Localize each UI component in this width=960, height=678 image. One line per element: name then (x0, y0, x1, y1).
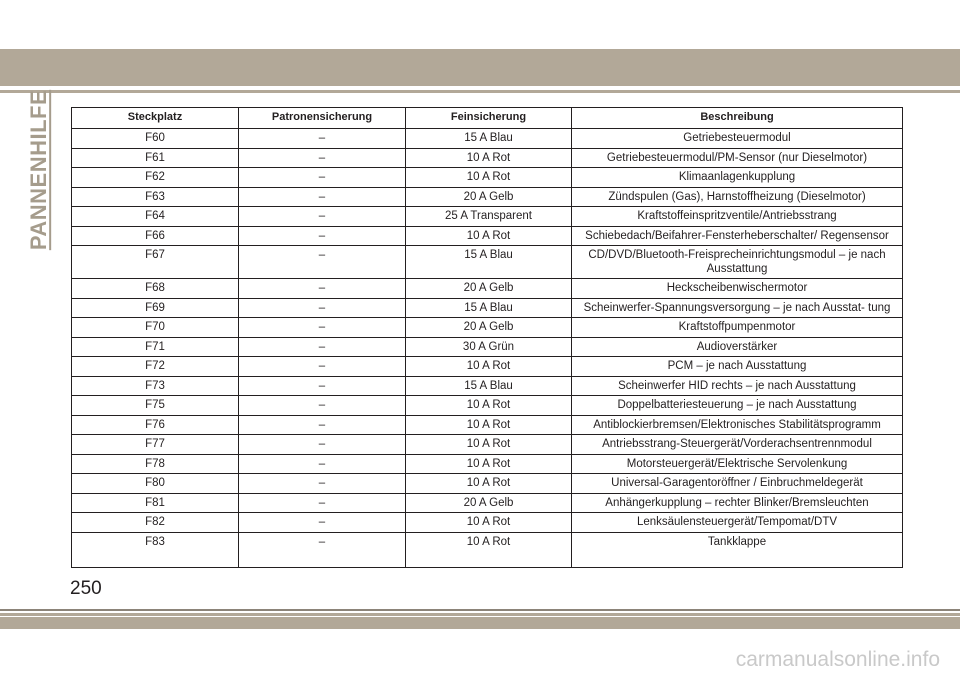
table-row (72, 279, 903, 299)
table-header-row (72, 108, 903, 129)
cell-cartridge-fuse: – (239, 279, 406, 299)
cell-mini-fuse: 10 A Rot (406, 396, 572, 416)
table-row (72, 376, 903, 396)
cell-mini-fuse: 15 A Blau (406, 376, 572, 396)
table-row (72, 129, 903, 149)
footer-rule (0, 609, 960, 611)
cell-mini-fuse: 15 A Blau (406, 298, 572, 318)
cell-slot: F72 (72, 357, 239, 377)
cell-cartridge-fuse: – (239, 435, 406, 455)
cell-description: Scheinwerfer HID rechts – je nach Ausstattung (572, 376, 903, 396)
cell-mini-fuse: 10 A Rot (406, 357, 572, 377)
cell-description: Heckscheibenwischermotor (572, 279, 903, 299)
cell-description: CD/DVD/Bluetooth-Freisprecheinrichtungsmodul – je nach Ausstattung (572, 246, 903, 279)
header-rule (0, 90, 960, 93)
cell-description: PCM – je nach Ausstattung (572, 357, 903, 377)
cell-mini-fuse: 10 A Rot (406, 454, 572, 474)
table-row (72, 318, 903, 338)
cell-slot: F66 (72, 226, 239, 246)
cell-description: Antriebsstrang-Steuergerät/Vorderachsentrennmodul (572, 435, 903, 455)
cell-slot: F71 (72, 337, 239, 357)
cell-description: Scheinwerfer-Spannungsversorgung – je nach Ausstat- tung (572, 298, 903, 318)
cell-cartridge-fuse: – (239, 337, 406, 357)
cell-cartridge-fuse: – (239, 454, 406, 474)
cell-description: Tankklappe (572, 532, 903, 567)
table-row (72, 513, 903, 533)
cell-cartridge-fuse: – (239, 376, 406, 396)
table-row (72, 246, 903, 279)
cell-description: Antiblockierbremsen/Elektronisches Stabilitätsprogramm (572, 415, 903, 435)
cell-slot: F60 (72, 129, 239, 149)
cell-cartridge-fuse: – (239, 493, 406, 513)
table-row (72, 337, 903, 357)
header-mini-fuse: Feinsicherung (406, 108, 572, 129)
cell-description: Universal-Garagentoröffner / Einbruchmeldegerät (572, 474, 903, 494)
cell-mini-fuse: 10 A Rot (406, 226, 572, 246)
cell-mini-fuse: 20 A Gelb (406, 187, 572, 207)
cell-description: Doppelbatteriesteuerung – je nach Ausstattung (572, 396, 903, 416)
header-slot: Steckplatz (72, 108, 239, 129)
footer-band (0, 617, 960, 629)
cell-slot: F62 (72, 168, 239, 188)
page-number: 250 (70, 578, 102, 599)
cell-mini-fuse: 10 A Rot (406, 168, 572, 188)
cell-mini-fuse: 10 A Rot (406, 148, 572, 168)
cell-slot: F73 (72, 376, 239, 396)
table-row (72, 168, 903, 188)
cell-cartridge-fuse: – (239, 513, 406, 533)
table-row (72, 493, 903, 513)
cell-slot: F64 (72, 207, 239, 227)
cell-mini-fuse: 15 A Blau (406, 246, 572, 279)
cell-mini-fuse: 10 A Rot (406, 415, 572, 435)
cell-mini-fuse: 10 A Rot (406, 513, 572, 533)
cell-cartridge-fuse: – (239, 298, 406, 318)
cell-description: Lenksäulensteuergerät/Tempomat/DTV (572, 513, 903, 533)
cell-description: Getriebesteuermodul/PM-Sensor (nur Dieselmotor) (572, 148, 903, 168)
section-tab (14, 89, 64, 251)
cell-slot: F82 (72, 513, 239, 533)
table-row (72, 415, 903, 435)
cell-cartridge-fuse: – (239, 129, 406, 149)
cell-mini-fuse: 10 A Rot (406, 474, 572, 494)
cell-mini-fuse: 15 A Blau (406, 129, 572, 149)
header-description: Beschreibung (572, 108, 903, 129)
cell-slot: F67 (72, 246, 239, 279)
cell-description: Audioverstärker (572, 337, 903, 357)
table-body (72, 129, 903, 568)
cell-slot: F76 (72, 415, 239, 435)
table-row (72, 298, 903, 318)
table-row (72, 187, 903, 207)
cell-cartridge-fuse: – (239, 357, 406, 377)
table-row (72, 435, 903, 455)
cell-description: Kraftstoffpumpenmotor (572, 318, 903, 338)
cell-cartridge-fuse: – (239, 532, 406, 567)
fuse-table (71, 107, 903, 568)
footer-rule-2 (0, 613, 960, 616)
cell-cartridge-fuse: – (239, 187, 406, 207)
cell-mini-fuse: 30 A Grün (406, 337, 572, 357)
table-row (72, 532, 903, 567)
cell-cartridge-fuse: – (239, 207, 406, 227)
cell-cartridge-fuse: – (239, 226, 406, 246)
cell-slot: F69 (72, 298, 239, 318)
cell-slot: F83 (72, 532, 239, 567)
cell-slot: F61 (72, 148, 239, 168)
cell-slot: F63 (72, 187, 239, 207)
table-row (72, 207, 903, 227)
cell-slot: F77 (72, 435, 239, 455)
cell-description: Motorsteuergerät/Elektrische Servolenkung (572, 454, 903, 474)
cell-description: Anhängerkupplung – rechter Blinker/Bremsleuchten (572, 493, 903, 513)
cell-mini-fuse: 20 A Gelb (406, 279, 572, 299)
table-row (72, 396, 903, 416)
cell-slot: F78 (72, 454, 239, 474)
header-cartridge-fuse: Patronensicherung (239, 108, 406, 129)
cell-mini-fuse: 25 A Transparent (406, 207, 572, 227)
cell-slot: F70 (72, 318, 239, 338)
cell-mini-fuse: 10 A Rot (406, 532, 572, 567)
cell-description: Kraftstoffeinspritzventile/Antriebsstrang (572, 207, 903, 227)
cell-mini-fuse: 20 A Gelb (406, 318, 572, 338)
table-row (72, 454, 903, 474)
table-row (72, 226, 903, 246)
cell-cartridge-fuse: – (239, 168, 406, 188)
cell-cartridge-fuse: – (239, 148, 406, 168)
table-row (72, 148, 903, 168)
cell-mini-fuse: 10 A Rot (406, 435, 572, 455)
cell-description: Zündspulen (Gas), Harnstoffheizung (Dieselmotor) (572, 187, 903, 207)
cell-slot: F80 (72, 474, 239, 494)
table-row (72, 474, 903, 494)
header-band (0, 49, 960, 86)
cell-slot: F75 (72, 396, 239, 416)
section-title: PANNENHILFE (26, 89, 52, 251)
cell-cartridge-fuse: – (239, 474, 406, 494)
cell-mini-fuse: 20 A Gelb (406, 493, 572, 513)
cell-slot: F68 (72, 279, 239, 299)
cell-description: Getriebesteuermodul (572, 129, 903, 149)
cell-cartridge-fuse: – (239, 396, 406, 416)
cell-cartridge-fuse: – (239, 318, 406, 338)
cell-cartridge-fuse: – (239, 246, 406, 279)
cell-description: Schiebedach/Beifahrer-Fensterheberschalter/ Regensensor (572, 226, 903, 246)
table-row (72, 357, 903, 377)
watermark: carmanualsonline.info (735, 648, 940, 671)
cell-description: Klimaanlagenkupplung (572, 168, 903, 188)
cell-slot: F81 (72, 493, 239, 513)
cell-cartridge-fuse: – (239, 415, 406, 435)
